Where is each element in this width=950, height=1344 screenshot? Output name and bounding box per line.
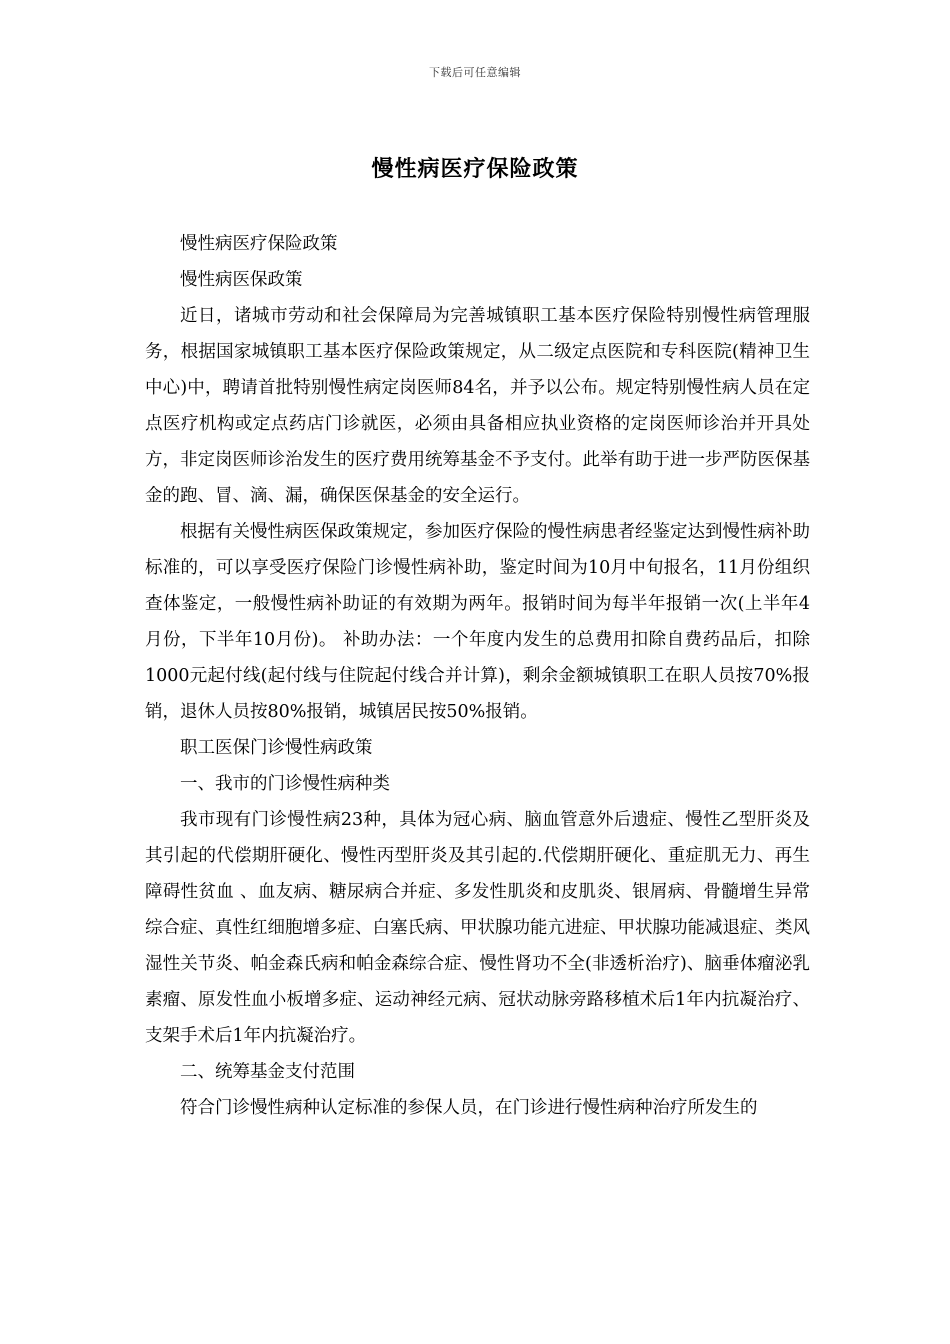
section-heading: 二、统筹基金支付范围 xyxy=(180,1062,355,1082)
paragraph: 慢性病医疗保险政策 xyxy=(180,234,338,254)
document-title: 慢性病医疗保险政策 xyxy=(371,156,579,182)
paragraph: 慢性病医保政策 xyxy=(180,270,303,290)
section-heading: 一、我市的门诊慢性病种类 xyxy=(180,774,390,794)
paragraph: 近日，诸城市劳动和社会保障局为完善城镇职工基本医疗保险特别慢性病管理服务，根据国家城镇职工基本医疗保险政策规定，从二级定点医院和专科医院(精神卫生中心)中，聘请首批特别慢性病定岗医师84名，并予以公布。规定特别慢性病人员在定点医疗机构或定点药店门诊就医，必须由具备相应执业资格的定岗医师诊治并开具处方，非定岗医师诊治发生的医疗费用统筹基金不予支付。此举有助于进一步严防医保基金的跑、冒、滴、漏，确保医保基金的安全运行。 xyxy=(145,306,810,506)
section-heading: 职工医保门诊慢性病政策 xyxy=(180,738,373,758)
header-note: 下载后可任意编辑 xyxy=(429,66,521,79)
document-body xyxy=(145,226,810,1126)
paragraph: 符合门诊慢性病种认定标准的参保人员，在门诊进行慢性病种治疗所发生的 xyxy=(180,1098,758,1118)
paragraph: 根据有关慢性病医保政策规定，参加医疗保险的慢性病患者经鉴定达到慢性病补助标准的，可以享受医疗保险门诊慢性病补助，鉴定时间为10月中旬报名，11月份组织查体鉴定，一般慢性病补助证的有效期为两年。报销时间为每半年报销一次(上半年4月份，下半年10月份)。 补助办法：一个年度内发生的总费用扣除自费药品后，扣除1000元起付线(起付线与住院起付线合并计算)，剩余金额城镇职工在职人员按70%报销，退休人员按80%报销，城镇居民按50%报销。 xyxy=(145,522,810,722)
paragraph: 我市现有门诊慢性病23种，具体为冠心病、脑血管意外后遗症、慢性乙型肝炎及其引起的代偿期肝硬化、慢性丙型肝炎及其引起的.代偿期肝硬化、重症肌无力、再生障碍性贫血 、血友病、糖尿病合并症、多发性肌炎和皮肌炎、银屑病、骨髓增生异常综合症、真性红细胞增多症、白塞氏病、甲状腺功能亢进症、甲状腺功能减退症、类风湿性关节炎、帕金森氏病和帕金森综合症、慢性肾功不全(非透析治疗)、脑垂体瘤泌乳素瘤、原发性血小板增多症、运动神经元病、冠状动脉旁路移植术后1年内抗凝治疗、支架手术后1年内抗凝治疗。 xyxy=(145,810,810,1046)
